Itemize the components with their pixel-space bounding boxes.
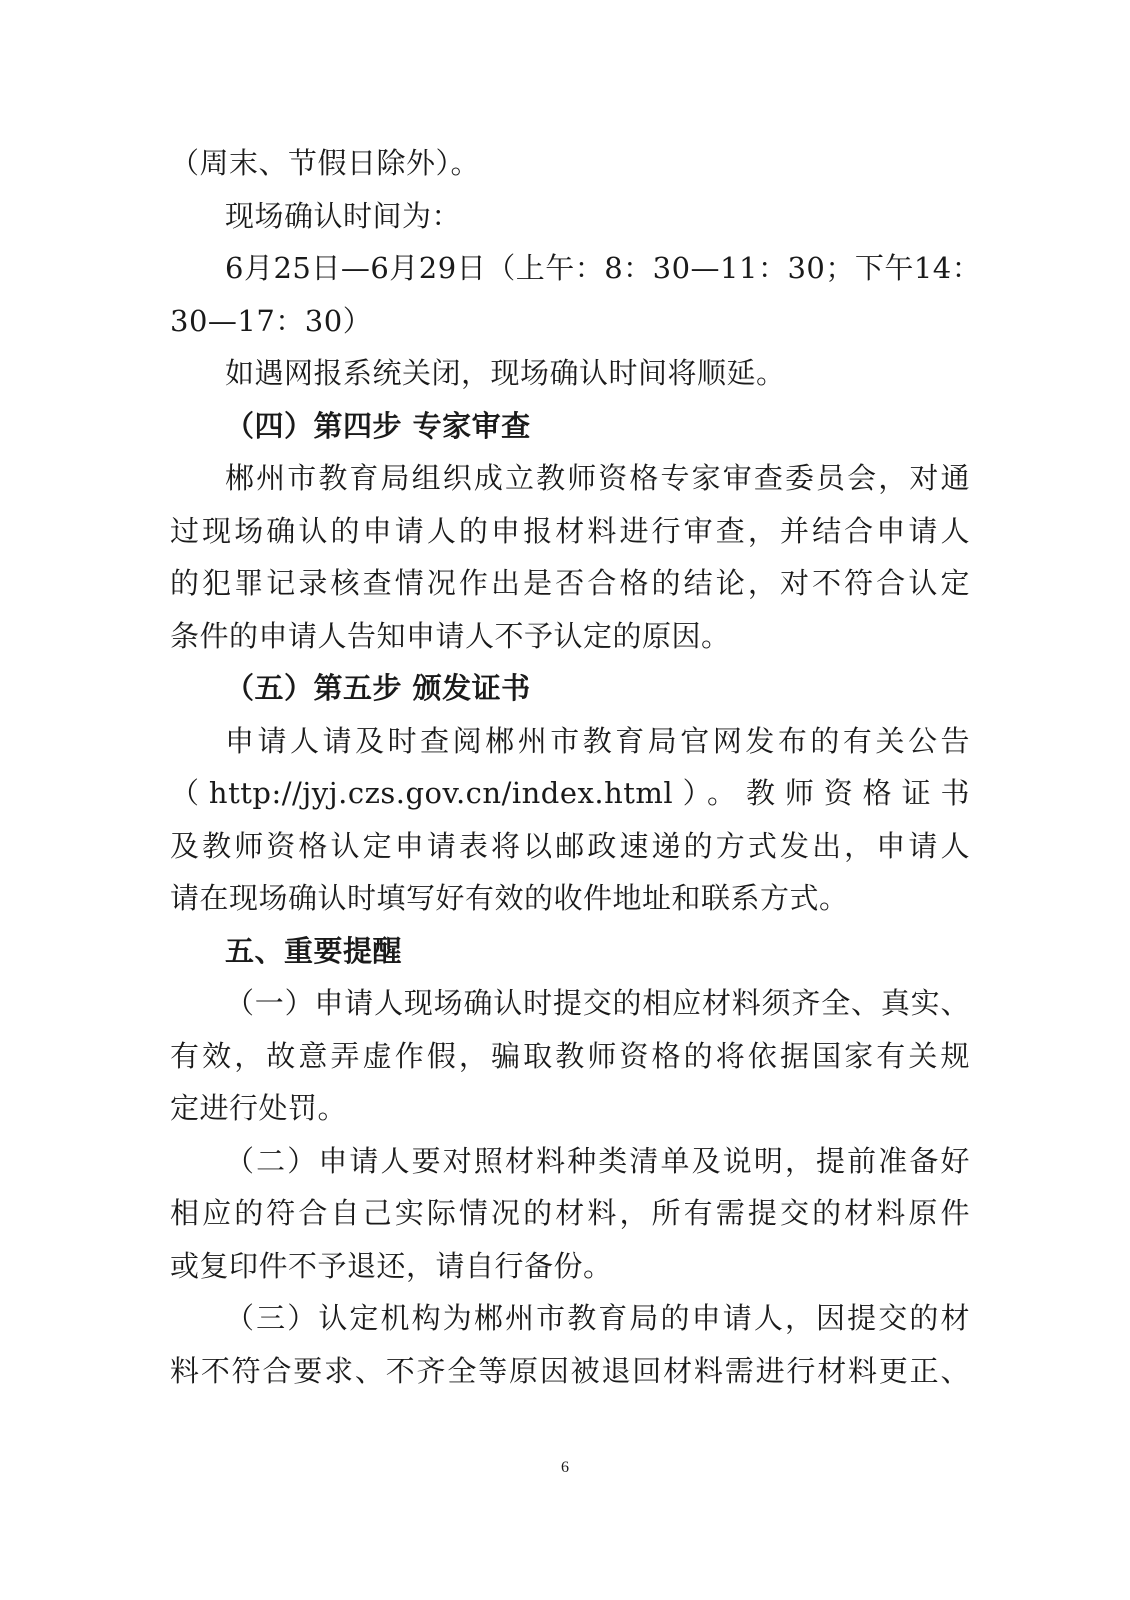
paragraph-line: 或复印件不予退还，请自行备份。: [170, 1249, 613, 1283]
paragraph-line: 请在现场确认时填写好有效的收件地址和联系方式。: [170, 881, 849, 915]
section-heading: （四）第四步 专家审查: [225, 409, 531, 443]
paragraph-line: 6月25日—6月29日（上午：8：30—11：30；下午14：: [225, 251, 982, 285]
chapter-heading: 五、重要提醒: [225, 934, 403, 968]
paragraph-line: （一）申请人现场确认时提交的相应材料须齐全、真实、: [225, 986, 970, 1020]
paragraph-line: （三）认定机构为郴州市教育局的申请人，因提交的材: [225, 1301, 970, 1335]
paragraph-line: 定进行处罚。: [170, 1091, 348, 1125]
paragraph-line: （http://jyj.czs.gov.cn/index.html）。教师资格证书: [170, 776, 970, 810]
paragraph-line: 过现场确认的申请人的申报材料进行审查，并结合申请人: [170, 514, 970, 548]
paragraph-line: 申请人请及时查阅郴州市教育局官网发布的有关公告: [225, 724, 970, 758]
paragraph-line: 有效，故意弄虚作假，骗取教师资格的将依据国家有关规: [170, 1039, 970, 1073]
paragraph-line: 现场确认时间为：: [225, 199, 462, 233]
paragraph-line: 相应的符合自己实际情况的材料，所有需提交的材料原件: [170, 1196, 970, 1230]
page-number: 6: [561, 1459, 569, 1476]
paragraph-line: 条件的申请人告知申请人不予认定的原因。: [170, 619, 731, 653]
section-heading: （五）第五步 颁发证书: [225, 671, 531, 705]
paragraph-line: 郴州市教育局组织成立教师资格专家审查委员会，对通: [225, 461, 970, 495]
paragraph-line: 及教师资格认定申请表将以邮政速递的方式发出，申请人: [170, 829, 970, 863]
paragraph-line: 的犯罪记录核查情况作出是否合格的结论，对不符合认定: [170, 566, 970, 600]
paragraph-line: （周末、节假日除外）。: [170, 146, 481, 180]
paragraph-line: 如遇网报系统关闭，现场确认时间将顺延。: [225, 356, 786, 390]
paragraph-line: 料不符合要求、不齐全等原因被退回材料需进行材料更正、: [170, 1354, 970, 1388]
paragraph-line: 30—17：30）: [170, 304, 373, 338]
paragraph-line: （二）申请人要对照材料种类清单及说明，提前准备好: [225, 1144, 970, 1178]
